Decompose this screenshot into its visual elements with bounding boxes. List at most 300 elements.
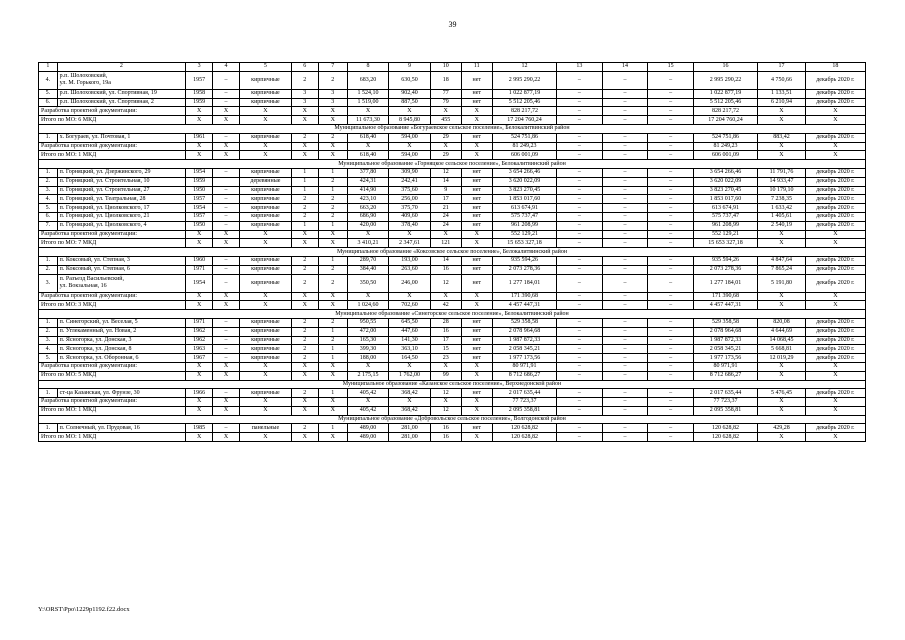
table-cell: 552 129,21 (693, 230, 757, 239)
table-cell: 378,40 (389, 221, 430, 230)
table-cell: – (557, 168, 603, 177)
address-cell: р.п. Шолоховский, ул. Спортивная, 2 (57, 98, 186, 107)
table-row (39, 177, 866, 186)
table-row (39, 354, 866, 363)
table-cell: – (557, 292, 603, 301)
table-cell: 16 (430, 433, 461, 442)
table-cell: декабрь 2020 г. (805, 345, 865, 354)
table-cell: X (240, 301, 292, 310)
address-cell: п. Ясногорка, ул. Оборонная, 6 (57, 354, 186, 363)
table-cell: 820,08 (758, 318, 806, 327)
table-cell: 1 (291, 168, 318, 177)
table-cell: 1 977 173,56 (693, 354, 757, 363)
table-cell: X (240, 371, 292, 380)
table-cell: 3. (39, 336, 58, 345)
table-cell: X (318, 230, 347, 239)
table-cell: 2 058 345,21 (693, 345, 757, 354)
table-cell: X (186, 230, 213, 239)
table-cell: X (318, 301, 347, 310)
table-cell: 1 987 872,33 (693, 336, 757, 345)
table-cell: – (648, 186, 694, 195)
table-cell: 1 519,00 (347, 98, 388, 107)
table-cell: 377,80 (347, 168, 388, 177)
table-cell: X (461, 151, 492, 160)
table-cell: 1 (318, 354, 347, 363)
table-cell: X (805, 433, 865, 442)
table-cell: 2 (291, 274, 318, 292)
table-cell: 828 217,72 (693, 107, 757, 116)
table-cell: X (318, 107, 347, 116)
summary-row (39, 292, 866, 301)
table-cell: – (557, 274, 603, 292)
table-cell: декабрь 2020 г. (805, 186, 865, 195)
table-cell: 15 (430, 345, 461, 354)
table-cell: 263,60 (389, 265, 430, 274)
table-cell: 424,31 (347, 177, 388, 186)
table-cell: 3 620 022,09 (693, 177, 757, 186)
table-cell: X (805, 151, 865, 160)
table-cell: X (213, 142, 240, 151)
table-cell: X (186, 142, 213, 151)
table-cell: 1. (39, 133, 58, 142)
table-cell: панельные (240, 424, 292, 433)
table-cell: – (213, 389, 240, 398)
table-cell: – (557, 186, 603, 195)
table-cell: – (648, 301, 694, 310)
column-number-cell: 6 (291, 63, 318, 72)
table-row (39, 204, 866, 213)
table-cell: – (648, 433, 694, 442)
table-cell: – (213, 354, 240, 363)
table-cell: 2 (291, 133, 318, 142)
section-heading-row (39, 380, 866, 389)
summary-row (39, 398, 866, 407)
table-cell: 5 512 205,46 (693, 98, 757, 107)
table-cell: 24 (430, 212, 461, 221)
table-cell: 1. (39, 318, 58, 327)
column-number-cell: 4 (213, 63, 240, 72)
address-cell: ст-ца Казанская, ул. Фрунзе, 30 (57, 389, 186, 398)
table-cell: – (557, 354, 603, 363)
table-row (39, 336, 866, 345)
table-cell: декабрь 2020 г. (805, 424, 865, 433)
table-cell: – (557, 151, 603, 160)
table-cell: 17 (430, 336, 461, 345)
table-cell: 4 847,64 (758, 256, 806, 265)
table-cell: – (557, 98, 603, 107)
table-cell: 2 073 278,36 (492, 265, 556, 274)
table-cell: X (758, 433, 806, 442)
table-cell: 42 (430, 301, 461, 310)
table-cell: 14 933,47 (758, 177, 806, 186)
table-cell: X (186, 371, 213, 380)
table-cell: 171 390,68 (492, 292, 556, 301)
table-cell: 363,10 (389, 345, 430, 354)
table-cell: 2 (318, 177, 347, 186)
table-cell: 409,60 (389, 212, 430, 221)
table-cell: – (557, 116, 603, 125)
table-cell: – (557, 327, 603, 336)
table-cell: – (648, 89, 694, 98)
table-cell: – (557, 265, 603, 274)
table-cell: X (291, 230, 318, 239)
table-cell: кирпичные (240, 318, 292, 327)
table-cell: – (213, 195, 240, 204)
table-cell: X (186, 151, 213, 160)
table-row (39, 256, 866, 265)
section-heading-row (39, 248, 866, 257)
table-cell: декабрь 2020 г. (805, 327, 865, 336)
summary-label: Разработка проектной документации: (39, 292, 186, 301)
address-cell: п. Горняцкий, ул. Строительная, 10 (57, 177, 186, 186)
table-cell: 489,00 (347, 424, 388, 433)
table-cell: 12 (430, 406, 461, 415)
table-cell: 29 (430, 133, 461, 142)
table-cell: 3 (318, 89, 347, 98)
table-cell: 3 410,21 (347, 239, 388, 248)
table-cell: 3 654 266,46 (492, 168, 556, 177)
table-cell: 683,20 (347, 71, 388, 89)
table-cell: X (805, 362, 865, 371)
table-cell: X (461, 371, 492, 380)
table-cell: 961 208,99 (693, 221, 757, 230)
table-cell: – (602, 433, 648, 442)
table-cell: 120 628,82 (492, 433, 556, 442)
table-cell: – (557, 71, 603, 89)
table-cell: X (805, 239, 865, 248)
table-cell: 1959 (186, 177, 213, 186)
address-cell: п. Разъезд Васильевский, ул. Вокзальная, 16 (57, 274, 186, 292)
table-cell: 524 751,86 (492, 133, 556, 142)
table-cell: – (213, 71, 240, 89)
summary-row (39, 433, 866, 442)
table-cell: – (602, 133, 648, 142)
column-number-cell: 15 (648, 63, 694, 72)
table-cell: X (240, 142, 292, 151)
table-cell: 702,60 (389, 301, 430, 310)
table-cell: X (318, 433, 347, 442)
table-cell: – (602, 151, 648, 160)
table-cell: 2 (318, 274, 347, 292)
address-cell: п. Ясногорка, ул. Донская, 8 (57, 345, 186, 354)
table-cell: 606 001,09 (693, 151, 757, 160)
table-cell: кирпичные (240, 389, 292, 398)
table-cell: нет (461, 195, 492, 204)
table-cell: X (758, 406, 806, 415)
address-cell: п. Синегорский, ул. Веселая, 5 (57, 318, 186, 327)
table-cell: 1954 (186, 204, 213, 213)
table-cell: 2 017 635,44 (693, 389, 757, 398)
table-cell: X (805, 116, 865, 125)
column-number-cell: 16 (693, 63, 757, 72)
table-cell: 289,70 (347, 256, 388, 265)
table-cell: декабрь 2020 г. (805, 89, 865, 98)
table-cell: – (557, 371, 603, 380)
table-cell: 80 971,91 (693, 362, 757, 371)
table-cell: декабрь 2020 г. (805, 177, 865, 186)
table-cell: 961 208,99 (492, 221, 556, 230)
table-cell: 375,60 (389, 186, 430, 195)
table-cell: 1 853 017,60 (693, 195, 757, 204)
table-cell: X (240, 406, 292, 415)
table-cell: 828 217,72 (492, 107, 556, 116)
table-cell: X (805, 292, 865, 301)
table-cell: – (602, 71, 648, 89)
table-cell: X (461, 230, 492, 239)
section-heading-row (39, 160, 866, 169)
address-cell: п. Коксовый, ул. Степная, 6 (57, 265, 186, 274)
table-cell: – (602, 345, 648, 354)
table-cell: 4 644,69 (758, 327, 806, 336)
table-cell: – (213, 89, 240, 98)
table-cell: X (240, 398, 292, 407)
table-cell: 3 823 270,45 (693, 186, 757, 195)
table-cell: X (461, 433, 492, 442)
table-cell: 12 (430, 274, 461, 292)
section-heading: Муниципальное образование «Коксовское сельское поселение», Белокалитвинский район (39, 248, 866, 257)
table-cell: – (557, 318, 603, 327)
table-cell: – (557, 424, 603, 433)
table-cell: нет (461, 89, 492, 98)
table-cell: 5 668,81 (758, 345, 806, 354)
section-heading: Муниципальное образование «Добровольское сельское поселение», Волгодонской район (39, 415, 866, 424)
table-cell: X (461, 362, 492, 371)
table-cell: 2 095 358,81 (693, 406, 757, 415)
table-cell: 79 (430, 98, 461, 107)
table-cell: кирпичные (240, 256, 292, 265)
table-cell: 630,50 (389, 71, 430, 89)
table-cell: кирпичные (240, 345, 292, 354)
table-cell: нет (461, 327, 492, 336)
table-cell: – (648, 98, 694, 107)
table-row (39, 274, 866, 292)
table-cell: 4 457 447,31 (693, 301, 757, 310)
table-cell: 368,42 (389, 389, 430, 398)
table-cell: 2. (39, 177, 58, 186)
table-cell: – (648, 345, 694, 354)
table-row (39, 71, 866, 89)
table-cell: X (240, 362, 292, 371)
table-cell: 663,20 (347, 204, 388, 213)
table-cell: – (557, 230, 603, 239)
address-cell: р.п. Шолоховский, ул. Спортивная, 19 (57, 89, 186, 98)
table-cell: 2 073 278,36 (693, 265, 757, 274)
column-number-cell: 1 (39, 63, 58, 72)
table-cell: 2 (291, 354, 318, 363)
table-cell: 399,30 (347, 345, 388, 354)
address-cell: п. Солнечный, ул. Прудовая, 16 (57, 424, 186, 433)
table-cell: – (602, 336, 648, 345)
table-cell: X (347, 362, 388, 371)
table-cell: кирпичные (240, 71, 292, 89)
table-cell: декабрь 2020 г. (805, 98, 865, 107)
address-cell: п. Горняцкий, ул. Театральная, 28 (57, 195, 186, 204)
table-cell: – (602, 142, 648, 151)
table-cell: 165,30 (347, 336, 388, 345)
table-cell: – (648, 71, 694, 89)
table-cell: 1 762,00 (389, 371, 430, 380)
address-cell: п. Горняцкий, ул. Дзержинского, 29 (57, 168, 186, 177)
table-cell: X (347, 398, 388, 407)
table-cell: – (557, 301, 603, 310)
column-number-cell: 13 (557, 63, 603, 72)
table-cell: 8 712 686,27 (492, 371, 556, 380)
table-cell: 4. (39, 345, 58, 354)
table-cell: X (347, 142, 388, 151)
column-number-cell: 5 (240, 63, 292, 72)
summary-label: Итого по МО: 7 МКД (39, 239, 186, 248)
table-cell: 3 (318, 98, 347, 107)
table-cell: – (557, 221, 603, 230)
table-cell: – (602, 327, 648, 336)
table-cell: – (213, 221, 240, 230)
table-cell: 887,50 (389, 98, 430, 107)
table-cell: 80 971,91 (492, 362, 556, 371)
table-cell: X (318, 398, 347, 407)
table-cell: 4 750,66 (758, 71, 806, 89)
table-cell: 1957 (186, 195, 213, 204)
table-cell: X (430, 362, 461, 371)
table-cell: – (648, 265, 694, 274)
table-cell: 384,40 (347, 265, 388, 274)
table-cell: X (291, 301, 318, 310)
table-cell: X (186, 107, 213, 116)
table-cell: 8 945,80 (389, 116, 430, 125)
table-cell: 8 712 686,27 (693, 371, 757, 380)
table-cell: кирпичные (240, 274, 292, 292)
table-row (39, 318, 866, 327)
table-cell: 1 853 017,60 (492, 195, 556, 204)
table-cell: 1 (291, 186, 318, 195)
table-cell: – (648, 230, 694, 239)
table-cell: – (648, 274, 694, 292)
table-cell: 121 (430, 239, 461, 248)
table-row (39, 212, 866, 221)
summary-label: Разработка проектной документации: (39, 142, 186, 151)
table-cell: X (186, 398, 213, 407)
table-cell: X (186, 406, 213, 415)
table-row (39, 327, 866, 336)
table-cell: X (805, 301, 865, 310)
table-cell: 12 (430, 389, 461, 398)
table-cell: X (389, 230, 430, 239)
table-cell: X (758, 239, 806, 248)
address-cell: п. Горняцкий, ул. Циолковского, 21 (57, 212, 186, 221)
summary-row (39, 230, 866, 239)
table-cell: – (557, 398, 603, 407)
table-cell: X (240, 239, 292, 248)
table-cell: 368,42 (389, 406, 430, 415)
table-cell: X (461, 292, 492, 301)
table-cell: 1950 (186, 221, 213, 230)
table-cell: 1 (318, 327, 347, 336)
column-number-cell: 8 (347, 63, 388, 72)
table-cell: – (648, 371, 694, 380)
table-cell: 2 078 964,68 (492, 327, 556, 336)
table-cell: 141,30 (389, 336, 430, 345)
table-row (39, 221, 866, 230)
table-cell: X (347, 230, 388, 239)
table-cell: 15 653 327,18 (693, 239, 757, 248)
table-cell: X (758, 116, 806, 125)
table-cell: – (602, 107, 648, 116)
table-row (39, 186, 866, 195)
table-cell: 17 (430, 195, 461, 204)
table-cell: – (648, 292, 694, 301)
table-cell: 2 540,19 (758, 221, 806, 230)
section-heading: Муниципальное образование «Богураевское сельское поселение», Белокалитвинский район (39, 124, 866, 133)
table-cell: – (557, 345, 603, 354)
table-cell: нет (461, 265, 492, 274)
table-cell: 14 (430, 177, 461, 186)
table-cell: X (318, 362, 347, 371)
table-cell: – (213, 336, 240, 345)
table-cell: 1 524,10 (347, 89, 388, 98)
table-cell: – (557, 177, 603, 186)
table-cell: X (186, 116, 213, 125)
table-cell: X (758, 398, 806, 407)
table-cell: 2 (291, 71, 318, 89)
table-cell: 489,00 (347, 433, 388, 442)
table-cell: декабрь 2020 г. (805, 354, 865, 363)
table-cell: 77 (430, 89, 461, 98)
table-cell: 2 095 358,81 (492, 406, 556, 415)
table-cell: – (213, 212, 240, 221)
table-cell: нет (461, 168, 492, 177)
table-cell: 1962 (186, 327, 213, 336)
table-cell: – (648, 212, 694, 221)
housing-repair-table (38, 62, 866, 442)
table-cell: 256,00 (389, 195, 430, 204)
table-cell: 1 (291, 221, 318, 230)
table-cell: X (318, 239, 347, 248)
table-cell: декабрь 2020 г. (805, 318, 865, 327)
table-cell: 5 512 205,46 (492, 98, 556, 107)
summary-label: Разработка проектной документации: (39, 398, 186, 407)
table-cell: нет (461, 345, 492, 354)
table-cell: 188,00 (347, 354, 388, 363)
table-cell: 613 674,91 (693, 204, 757, 213)
table-cell: кирпичные (240, 168, 292, 177)
table-cell: декабрь 2020 г. (805, 212, 865, 221)
table-cell: 3 654 266,46 (693, 168, 757, 177)
summary-row (39, 301, 866, 310)
table-cell: – (648, 389, 694, 398)
table-cell: 902,40 (389, 89, 430, 98)
table-cell: – (602, 195, 648, 204)
table-cell: 6. (39, 212, 58, 221)
table-cell: 1. (39, 424, 58, 433)
table-cell: X (430, 230, 461, 239)
table-cell: нет (461, 336, 492, 345)
summary-label: Разработка проектной документации: (39, 362, 186, 371)
table-cell: X (430, 142, 461, 151)
table-cell: 17 204 760,24 (693, 116, 757, 125)
table-cell: 1 024,60 (347, 301, 388, 310)
table-cell: 575 737,47 (492, 212, 556, 221)
table-cell: 5. (39, 89, 58, 98)
table-cell: X (213, 292, 240, 301)
table-cell: X (461, 107, 492, 116)
table-cell: 242,41 (389, 177, 430, 186)
table-cell: 1957 (186, 71, 213, 89)
table-cell: – (602, 274, 648, 292)
table-cell: X (389, 107, 430, 116)
table-cell: X (240, 292, 292, 301)
summary-row (39, 107, 866, 116)
table-cell: 2 (318, 318, 347, 327)
table-cell: 309,90 (389, 168, 430, 177)
